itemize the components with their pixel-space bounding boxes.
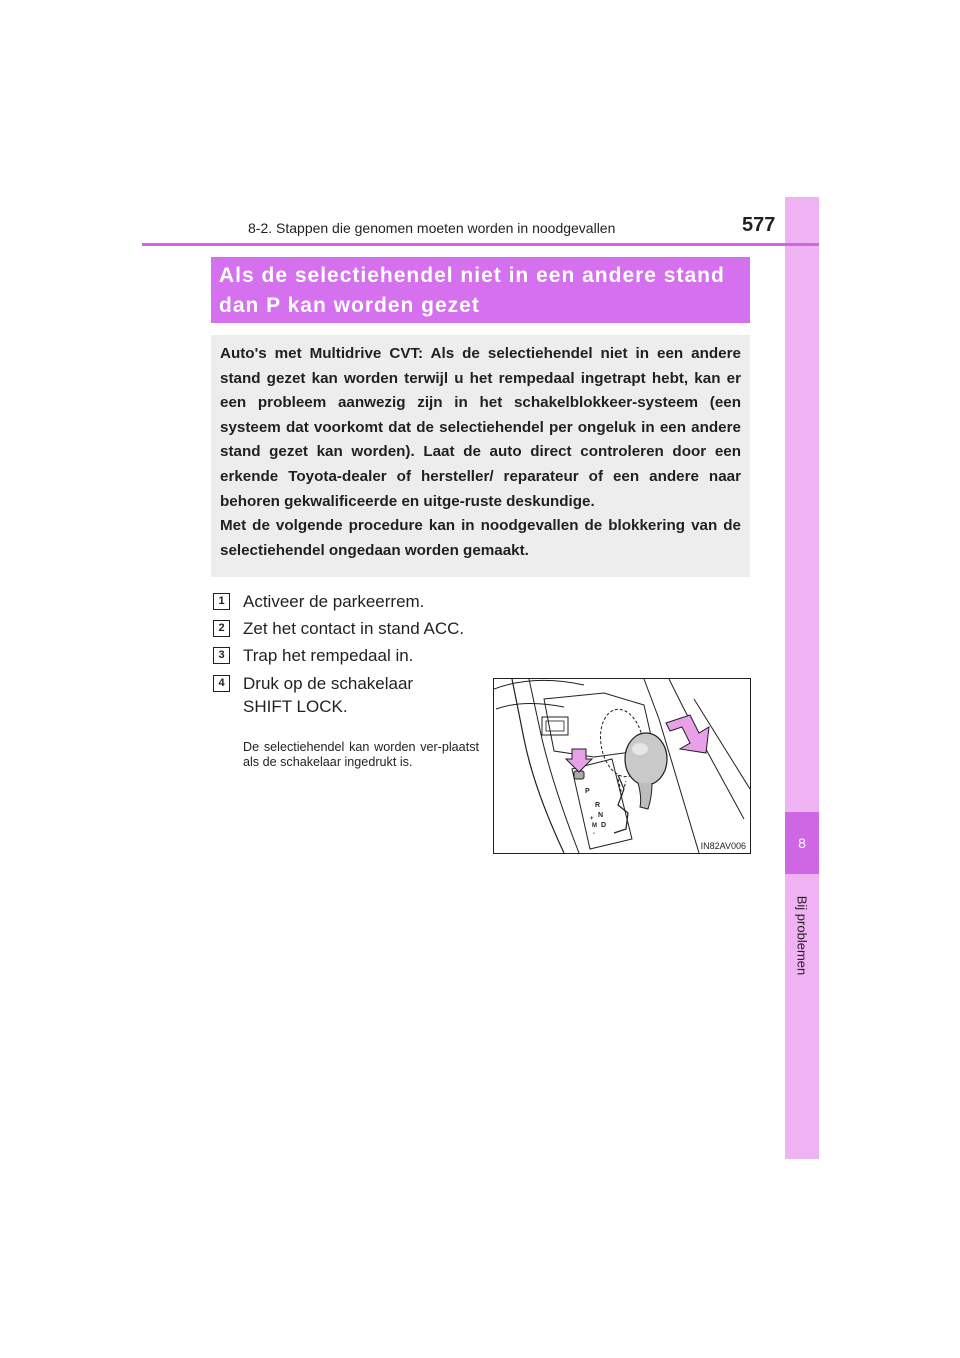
chapter-label: Bij problemen <box>794 895 810 975</box>
gate-label-m: M <box>592 823 597 829</box>
step-number-2: 2 <box>213 620 230 637</box>
step-text-2: Zet het contact in stand ACC. <box>243 619 465 638</box>
shift-lock-illustration <box>493 678 751 854</box>
page-number: 577 <box>742 214 776 236</box>
header-divider <box>142 243 819 246</box>
info-paragraph-2: Met de volgende procedure kan in noodgevallen de blokkering van de selectiehendel ongedaan worden gemaakt. <box>220 517 741 559</box>
gate-label-minus: - <box>593 831 595 837</box>
page-title: Als de selectiehendel niet in een andere stand dan P kan worden gezet <box>219 264 725 317</box>
chapter-side-tab <box>785 197 819 1159</box>
step-number-1: 1 <box>213 593 230 610</box>
step-text-3: Trap het rempedaal in. <box>243 646 414 665</box>
gate-label-d: D <box>601 822 607 829</box>
gate-label-p: P <box>585 788 590 795</box>
chapter-number: 8 <box>798 835 806 851</box>
title-banner <box>211 257 750 323</box>
chapter-number-tab[interactable] <box>785 812 819 874</box>
shift-lock-drawing <box>494 679 750 853</box>
info-box <box>211 335 750 577</box>
gate-label-r: R <box>595 802 601 809</box>
step-number-4: 4 <box>213 675 230 692</box>
step-4-note: De selectiehendel kan worden ver-plaatst als de schakelaar ingedrukt is. <box>243 740 479 769</box>
step-text-1: Activeer de parkeerrem. <box>243 592 425 611</box>
step-number-3: 3 <box>213 647 230 664</box>
info-text <box>220 342 741 563</box>
gate-label-plus: + <box>590 816 594 822</box>
section-header: 8-2. Stappen die genomen moeten worden in noodgevallen <box>248 220 616 236</box>
step-text-4: Druk op de schakelaar SHIFT LOCK. <box>243 674 414 716</box>
chapter-label-wrap <box>785 880 819 990</box>
gate-label-n: N <box>598 812 604 819</box>
illustration-code: IN82AV006 <box>700 841 746 851</box>
info-paragraph: Auto's met Multidrive CVT: Als de selectiehendel niet in een andere stand gezet kan worden terwijl u het rempedaal ingetrapt hebt, kan er een probleem aanwezig zijn in het schakelblokkeer-systeem (een systeem dat voorkomt dat de selectiehendel per ongeluk in een andere stand gezet kan worden). Laat de auto direct controleren door een erkende Toyota-dealer of hersteller/ reparateur of een andere naar behoren gekwalificeerde en uitge-ruste deskundige. <box>220 345 741 510</box>
